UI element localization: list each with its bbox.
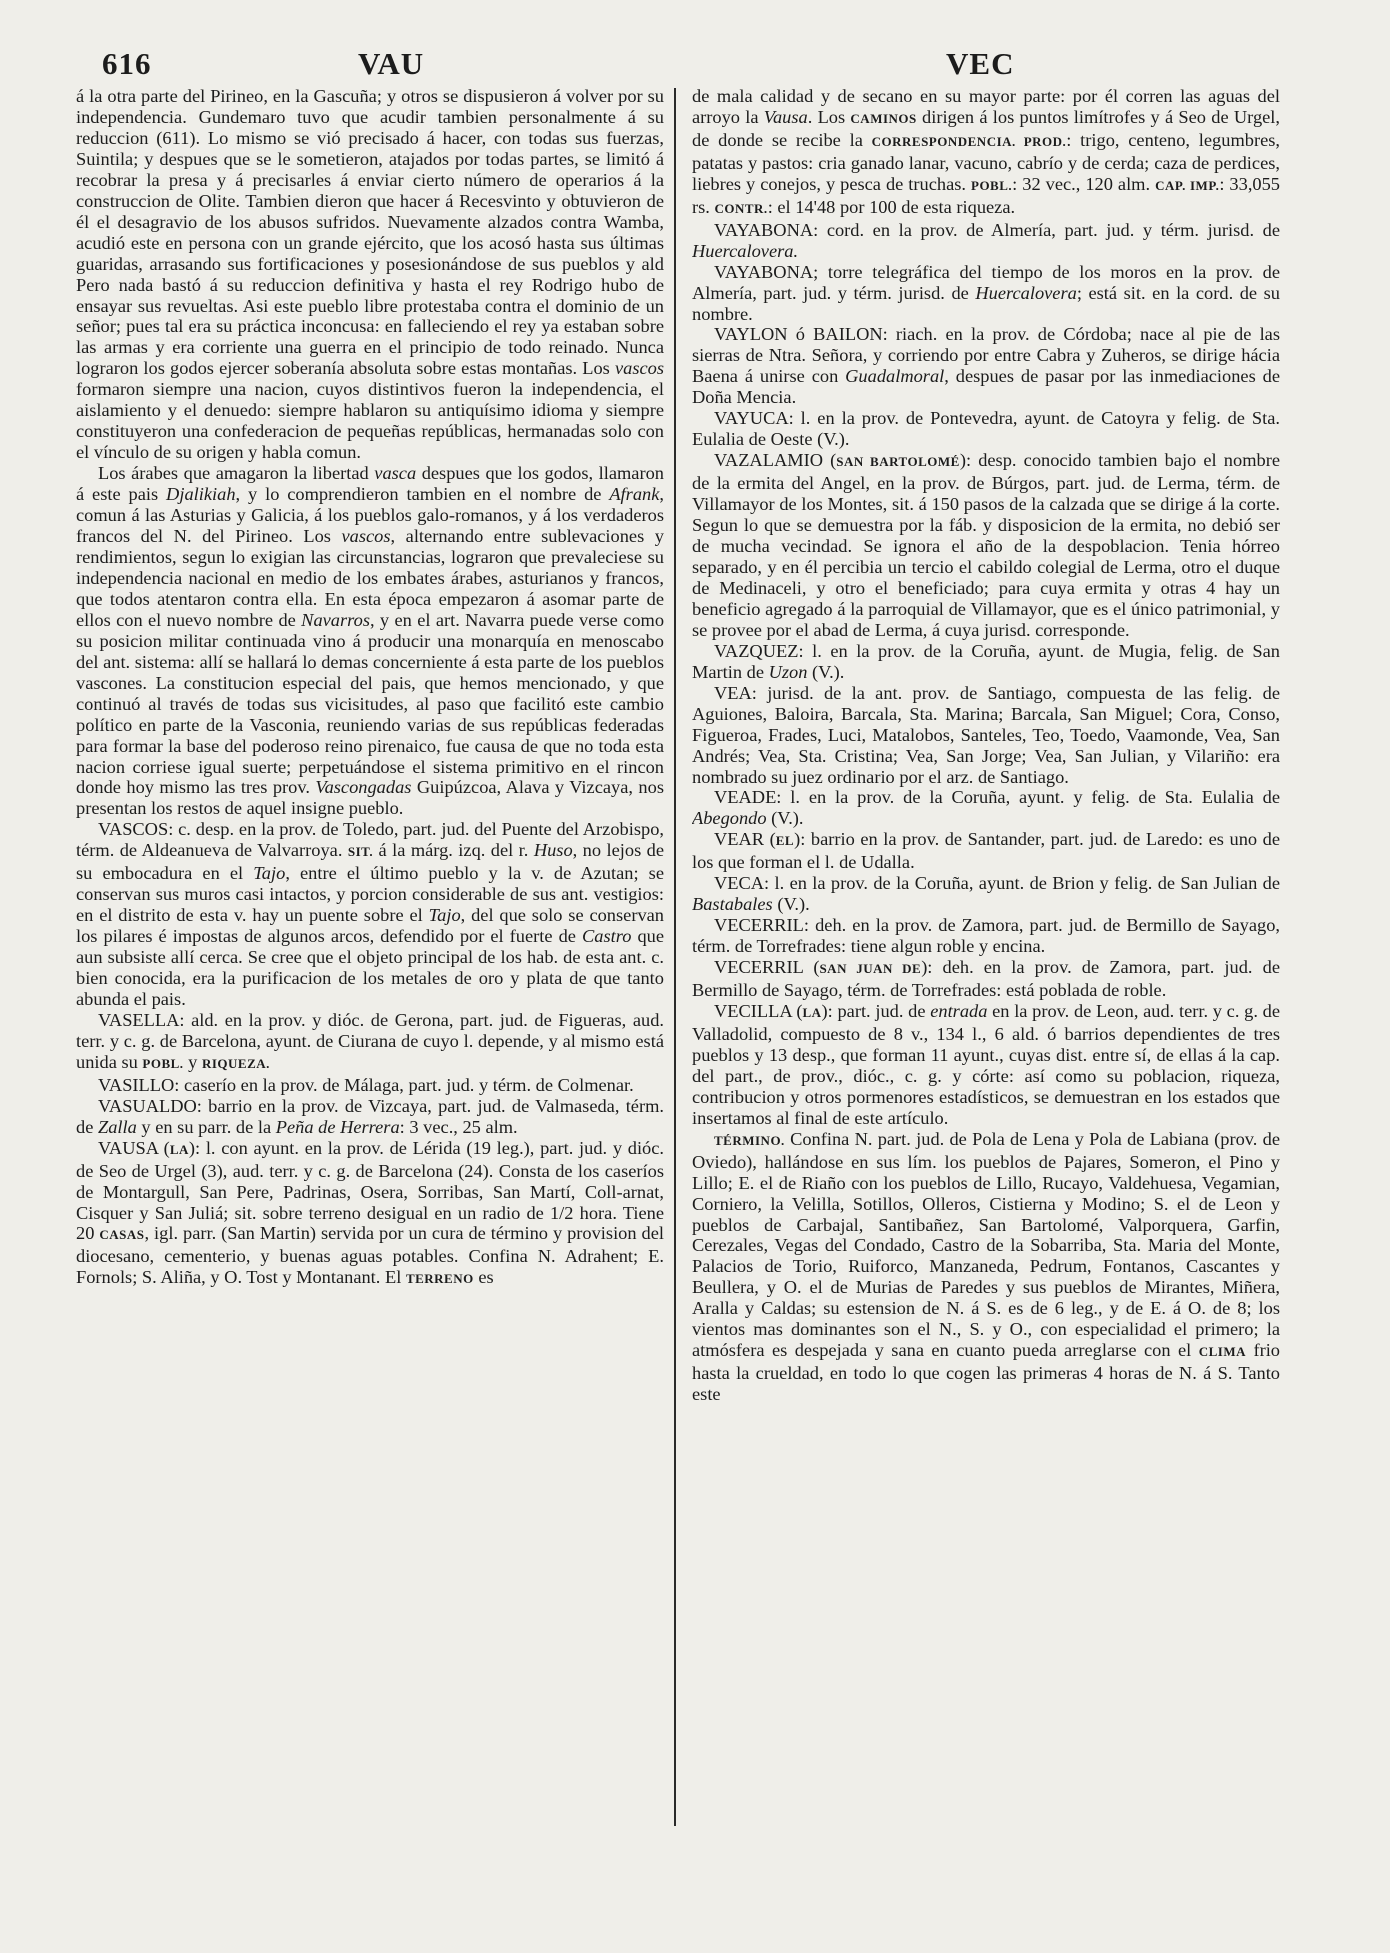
entry-vear: VEAR (EL): barrio en la prov. de Santander, part. jud. de Laredo: es uno de los que forman el l. de Udalla. — [692, 829, 1280, 873]
entry-vaylon: VAYLON ó BAILON: riach. en la prov. de Córdoba; nace al pie de las sierras de Ntra. Señora, y corriendo por entre Cabra y Zuheros, se dirige hácia Baena á unirse con Guadalmoral, despues de pasar por las inmediaciones de Doña Mencia. — [692, 324, 1280, 408]
left-running-heading: VAU — [358, 46, 425, 81]
entry-vecilla-termino: TÉRMINO. Confina N. part. jud. de Pola de Lena y Pola de Labiana (prov. de Oviedo), hallándose en sus lím. los pueblos de Pajares, Someron, el Pino y Lillo; E. el de Riaño con los pueblos de Lillo, Rucayo, Valdehuesa, Vegamian, Corniero, la Velilla, Sotillos, Olleros, Cistierna y Modino; S. el de Leon y pueblos de Carbajal, Santibañez, San Bartolomé, Valporquera, Garfin, Cerezales, Vegas del Condado, Castro de la Sobarriba, Sta. Maria del Monte, Palacios de Torio, Ruiforco, Manzaneda, Pedrum, Fontanos, Cascantes y Beullera, y O. el de Murias de Paredes y sus pueblos de Mirantes, Miñera, Aralla y Caldas; su estension de N. á S. es de 6 leg., y de E. á O. de 8; los vientos mas dominantes son el N., S. y O., con especialidad el primero; la atmósfera es despejada y sana en cuanto pueda arreglarse con el CLIMA frio hasta la crueldad, en todo lo que cogen las primeras 4 horas de N. á S. Tanto este — [692, 1128, 1280, 1405]
right-column — [692, 86, 1280, 1896]
paragraph-arabes: Los árabes que amagaron la libertad vasca despues que los godos, llamaron á este pais Djalikiah, y lo comprendieron tambien en el nombre de Afrank, comun á las Asturias y Galicia, á los pueblos galo-romanos, y á los verdaderos francos del N. del Pirineo. Los vascos, alternando entre sublevaciones y rendimientos, segun lo exigian las circunstancias, lograron que prevaleciese su independencia nacional en medio de los embates árabes, asturianos y francos, que todos atentaron contra ella. En esta época empezaron á asomar parte de ellos con el nuevo nombre de Navarros, y en el art. Navarra puede verse como su posicion militar continuada vino á producir una monarquía en menoscabo del ant. sistema: allí se hallará lo demas concerniente á esta parte de los pueblos vascones. La constitucion especial del pais, que hemos mencionado, y que continuó al través de todas sus vicisitudes, al paso que facilitó este cambio político en parte de la Vasconia, reuniendo varias de sus repúblicas federadas para formar la base del poderoso reino pirenaico, fue causa de que no toda esta nacion corriese igual suerte; perpetuándose el sistema primitivo en el rincon donde hoy mismo las tres prov. Vascongadas Guipúzcoa, Alava y Vizcaya, nos presentan los restos de aquel insigne pueblo. — [76, 463, 664, 819]
entry-veade: VEADE: l. en la prov. de la Coruña, ayunt. y felig. de Sta. Eulalia de Abegondo (V.). — [692, 787, 1280, 829]
entry-vayabona-torre: VAYABONA; torre telegráfica del tiempo de los moros en la prov. de Almería, part. jud. y térm. jurisd. de Huercalovera; está sit. en la cord. de su nombre. — [692, 261, 1280, 324]
entry-vasualdo: VASUALDO: barrio en la prov. de Vizcaya, part. jud. de Valmaseda, térm. de Zalla y en su parr. de la Peña de Herrera: 3 vec., 25 alm. — [76, 1095, 664, 1137]
entry-vecilla: VECILLA (LA): part. jud. de entrada en la prov. de Leon, aud. terr. y c. g. de Valladolid, compuesto de 8 v., 134 l., 6 ald. ó barrios dependientes de tres pueblos y 13 desp., que forman 11 ayunt., cuyas dist. entre sí, de ellas á la cap. del part., de prov., dióc., c. g. y córte: así como su poblacion, riqueza, contribucion y otros pormenores estadísticos, se demuestran en los estados que insertamos al final de este artículo. — [692, 1000, 1280, 1128]
right-running-heading: VEC — [946, 46, 1015, 81]
left-column — [76, 86, 664, 1896]
entry-vecerril-san-juan: VECERRIL (SAN JUAN DE): deh. en la prov. de Zamora, part. jud. de Bermillo de Sayago, térm. de Torrefrades: está poblada de roble. — [692, 957, 1280, 1001]
entry-vasillo: VASILLO: caserío en la prov. de Málaga, part. jud. y térm. de Colmenar. — [98, 1074, 634, 1095]
entry-vasella: VASELLA: ald. en la prov. y dióc. de Gerona, part. jud. de Figueras, aud. terr. y c. g. de Barcelona, ayunt. de Ciurana de cuyo l. depende, y al mismo está unida su POBL. y RIQUEZA. — [76, 1009, 664, 1072]
entry-vayuca: VAYUCA: l. en la prov. de Pontevedra, ayunt. de Catoyra y felig. de Sta. Eulalia de Oeste (V.). — [692, 408, 1280, 450]
entry-veca: VECA: l. en la prov. de la Coruña, ayunt. de Brion y felig. de San Julian de Bastabales (V.). — [692, 873, 1280, 915]
entry-vausa-continued: de mala calidad y de secano en su mayor parte: por él corren las aguas del arroyo la Vausa. Los CAMINOS dirigen á los puntos limítrofes y á Seo de Urgel, de donde se recibe la CORRESPONDENCIA. PROD.: trigo, centeno, legumbres, patatas y pastos: cria ganado lanar, vacuno, cabrío y de cerda; caza de perdices, liebres y conejos, y pesca de truchas. POBL.: 32 vec., 120 alm. CAP. IMP.: 33,055 rs. CONTR.: el 14'48 por 100 de esta riqueza. — [692, 86, 1280, 217]
entry-vayabona-cord: VAYABONA: cord. en la prov. de Almería, part. jud. y térm. jurisd. de Huercalovera. — [692, 219, 1280, 261]
entry-vea: VEA: jurisd. de la ant. prov. de Santiago, compuesta de las felig. de Aguiones, Baloira, Barcala, Sta. Marina; Barcala, San Miguel; Cora, Conso, Figueroa, Frades, Luci, Matalobos, Santeles, Teo, Toedo, Vaamonde, Vea, San Andrés; Vea, Sta. Cristina; Vea, San Jorge; Vea, San Julian, y Vilariño: era nombrado su juez ordinario por el arz. de Santiago. — [692, 682, 1280, 787]
entry-vecerril: VECERRIL: deh. en la prov. de Zamora, part. jud. de Bermillo de Sayago, térm. de Torrefrades: tiene algun roble y encina. — [692, 915, 1280, 957]
page-number: 616 — [102, 46, 152, 81]
running-header — [0, 46, 1390, 86]
entry-vazquez: VAZQUEZ: l. en la prov. de la Coruña, ayunt. de Mugia, felig. de San Martin de Uzon (V.). — [692, 640, 1280, 682]
entry-vascos: VASCOS: c. desp. en la prov. de Toledo, part. jud. del Puente del Arzobispo, térm. de Aldeanueva de Valvarroya. SIT. á la márg. izq. del r. Huso, no lejos de su embocadura en el Tajo, entre el último pueblo y la v. de Azutan; se conservan sus muros casi intactos, y porcion considerable de sus ant. vestigios: en el distrito de esta v. hay un puente sobre el Tajo, del que solo se conservan los pilares é impostas de algunos arcos, defendido por el fuerte de Castro que aun subsiste allí cerca. Se cree que el objeto principal de los hab. de esta ant. c. bien conocida, era la purificacion de los metales de oro y plata de que tanto abunda el pais. — [76, 819, 664, 1009]
paragraph-vascones-history: á la otra parte del Pirineo, en la Gascuña; y otros se dispusieron á volver por su independencia. Gundemaro tuvo que acudir tambien personalmente á su reduccion (611). Lo mismo se vió precisado á hacer, con todas sus fuerzas, Suintila; y despues que se le sometieron, atajados por todas partes, se limitó á recobrar la presa y á precisarles á enviar cierto número de operarios á la construccion de Olite. Tambien dieron que hacer á Recesvinto y obtuvieron de él el desagravio de los abusos sufridos. Nuevamente alzados contra Wamba, acudió este en persona con un grande ejército, que los acosó hasta sus últimas guaridas, arrasando sus fortificaciones y posesionándose de sus pueblos y ald Pero nada bastó á su reduccion definitiva y hasta el rey Rodrigo hubo de ensayar sus revueltas. Asi este pueblo libre protestaba contra el dominio de un señor; pues tal era su práctica inconcusa: en falleciendo el rey ya estaban sobre las armas y era corriente una guerra en el principio de todo reinado. Nunca lograron los godos ejercer soberanía absoluta sobre estas montañas. Los vascos formaron siempre una nacion, cuyos distintivos fueron la independencia, el aislamiento y el denuedo: siempre hablaron su antiquísimo idioma y siempre constituyeron una confederacion de pequeñas repúblicas, hermanadas solo con el vínculo de su origen y habla comun. — [76, 86, 664, 463]
entry-vausa: VAUSA (LA): l. con ayunt. en la prov. de Lérida (19 leg.), part. jud. y dióc. de Seo de Urgel (3), aud. terr. y c. g. de Barcelona (24). Consta de los caseríos de Montargull, San Pere, Padrinas, Osera, Sorribas, San Martí, Coll-arnat, Cisquer y San Juliá; sit. sobre terreno desigual en un radio de 1/2 hora. Tiene 20 CASAS, igl. parr. (San Martin) servida por un cura de término y provision del diocesano, cementerio, y buenas aguas potables. Confina N. Adrahent; E. Fornols; S. Aliña, y O. Tost y Montanant. El TERRENO es — [76, 1137, 664, 1288]
column-divider — [674, 88, 676, 1826]
entry-vazalamio: VAZALAMIO (SAN BARTOLOMÉ): desp. conocido tambien bajo el nombre de la ermita del Angel, en la prov. de Búrgos, part. jud. de Lerma, térm. de Villamayor de los Montes, sit. á 150 pasos de la calzada que se dirige á la corte. Segun lo que se demuestra por la fáb. y disposicion de la ermita, no debió ser de mucha vecindad. Se ignora el año de la despoblacion. Tenia hórreo separado, y en él percibia un tercio el cabildo colegial de Lerma, otro el duque de Medinaceli, y otro el beneficiado; para cuya ermita y otras 4 hay un beneficio agregado á la parroquial de Villamayor, que es el único patrimonial, y se provee por el abad de Lerma, á cuya jurisd. corresponde. — [692, 450, 1280, 640]
